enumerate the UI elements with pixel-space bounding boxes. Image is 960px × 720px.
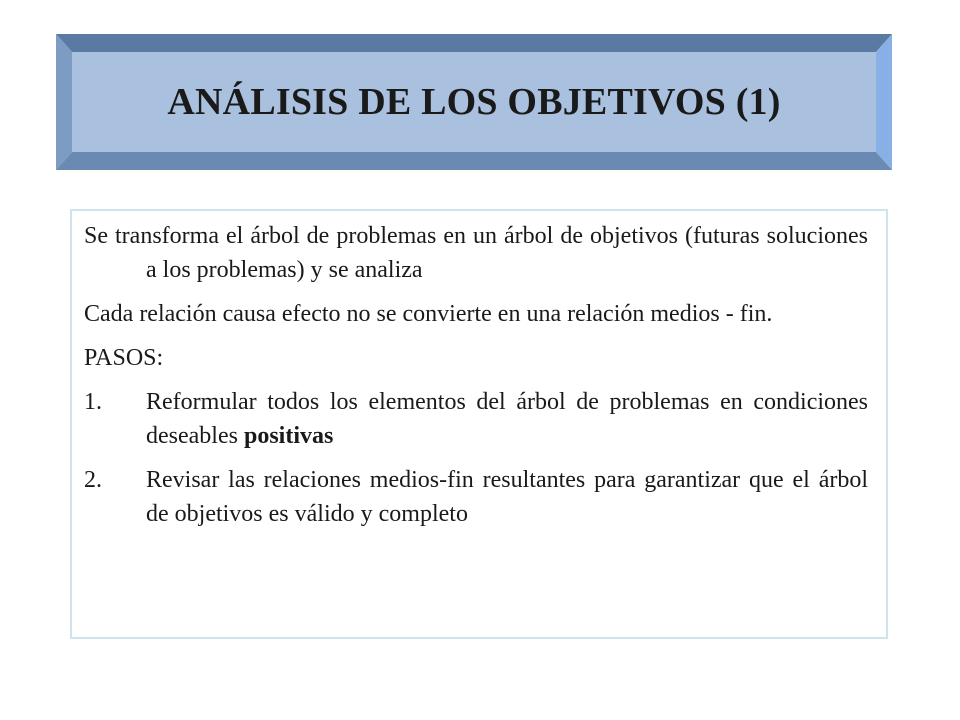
paragraph-transform: Se transforma el árbol de problemas en un árbol de objetivos (futuras soluciones a los problemas) y se analiza	[84, 223, 868, 283]
step-item	[84, 463, 868, 531]
content-body	[84, 219, 868, 541]
paragraph-relation: Cada relación causa efecto no se convierte en una relación medios - fin.	[84, 301, 773, 327]
step-text: Revisar las relaciones medios-fin resultantes para garantizar que el árbol de objetivos es válido y completo	[146, 467, 868, 527]
step-item	[84, 385, 868, 453]
step-bold-text: positivas	[243, 423, 334, 449]
step-number: 2.	[84, 467, 102, 493]
title-banner	[56, 34, 892, 170]
step-text: Reformular todos los elementos del árbol de problemas en condiciones deseables	[146, 389, 868, 449]
slide-title: ANÁLISIS DE LOS OBJETIVOS (1)	[167, 81, 781, 123]
content-box	[70, 209, 888, 639]
steps-heading: PASOS:	[84, 345, 164, 371]
step-number: 1.	[84, 389, 102, 415]
